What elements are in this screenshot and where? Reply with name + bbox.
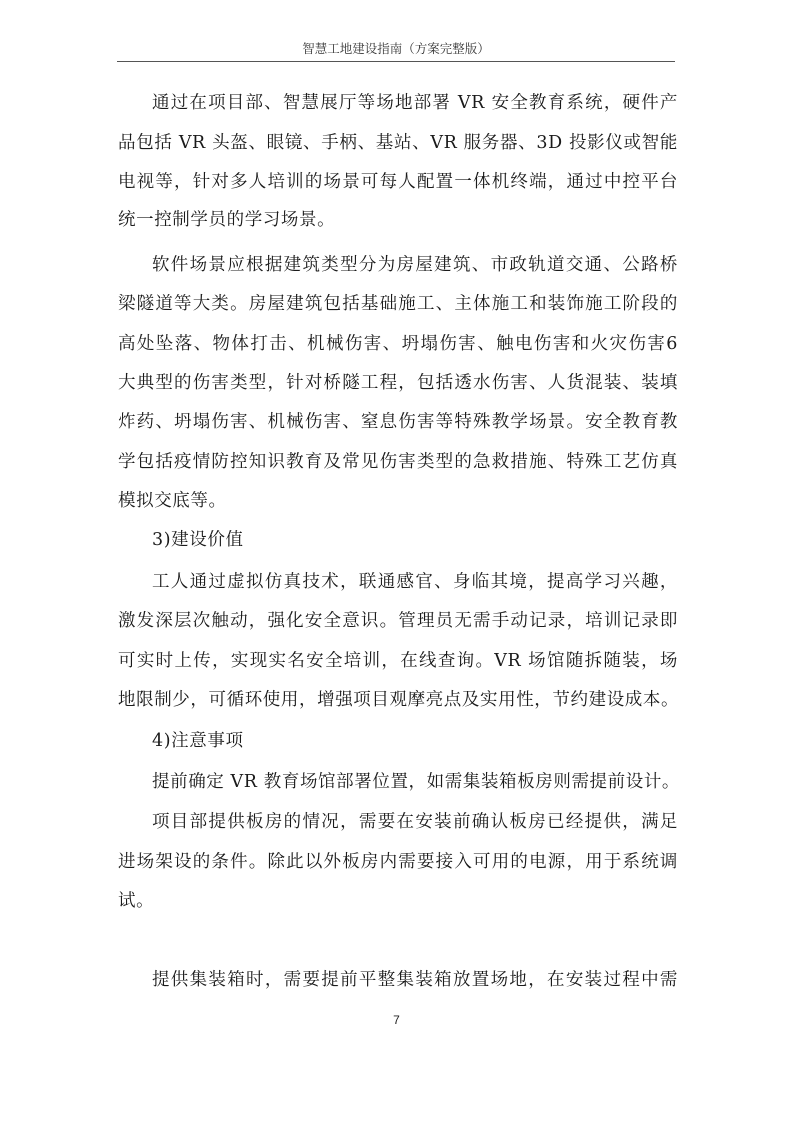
paragraph-line: 地限制少，可循环使用，增强项目观摩亮点及实用性，节约建设成本。: [118, 690, 680, 710]
paragraph-line: 提前确定 VR 教育场馆部署位置，如需集装箱板房则需提前设计。: [152, 772, 681, 792]
paragraph-line: 进场架设的条件。除此以外板房内需要接入可用的电源，用于系统调: [118, 852, 678, 872]
paragraph-line: 炸药、坍塌伤害、机械伤害、窒息伤害等特殊教学场景。安全教育教: [118, 412, 678, 432]
paragraph-line: 可实时上传，实现实名安全培训，在线查询。VR 场馆随拆随装，场: [118, 651, 678, 671]
paragraph-line: 学包括疫情防控知识教育及常见伤害类型的急救措施、特殊工艺仿真: [118, 452, 678, 472]
paragraph-line: 高处坠落、物体打击、机械伤害、坍塌伤害、触电伤害和火灾伤害6: [118, 334, 678, 354]
paragraph-line: 梁隧道等大类。房屋建筑包括基础施工、主体施工和装饰施工阶段的: [118, 294, 678, 314]
header-divider: [117, 61, 675, 62]
page-number: 7: [393, 1013, 400, 1027]
paragraph-line: 电视等，针对多人培训的场景可每人配置一体机终端，通过中控平台: [118, 172, 678, 192]
paragraph-line: 试。: [118, 891, 155, 911]
paragraph-line: 大典型的伤害类型，针对桥隧工程，包括透水伤害、人货混装、装填: [118, 373, 678, 393]
paragraph-line: 统一控制学员的学习场景。: [118, 210, 336, 230]
header-title: 智慧工地建设指南（方案完整版）: [302, 41, 490, 56]
section-heading: 3)建设价值: [152, 530, 244, 550]
paragraph-line: 模拟交底等。: [118, 491, 227, 511]
paragraph-line: 提供集装箱时，需要提前平整集装箱放置场地，在安装过程中需: [152, 970, 678, 990]
paragraph-line: 通过在项目部、智慧展厅等场地部署 VR 安全教育系统，硬件产: [152, 93, 678, 113]
paragraph-line: 工人通过虚拟仿真技术，联通感官、身临其境，提高学习兴趣，: [152, 572, 678, 592]
paragraph-line: 品包括 VR 头盔、眼镜、手柄、基站、VR 服务器、3D 投影仪或智能: [118, 133, 678, 153]
paragraph-line: 激发深层次触动，强化安全意识。管理员无需手动记录，培训记录即: [118, 611, 678, 631]
paragraph-line: 项目部提供板房的情况，需要在安装前确认板房已经提供，满足: [152, 812, 678, 832]
section-heading: 4)注意事项: [152, 731, 244, 751]
paragraph-line: 软件场景应根据建筑类型分为房屋建筑、市政轨道交通、公路桥: [152, 255, 678, 275]
